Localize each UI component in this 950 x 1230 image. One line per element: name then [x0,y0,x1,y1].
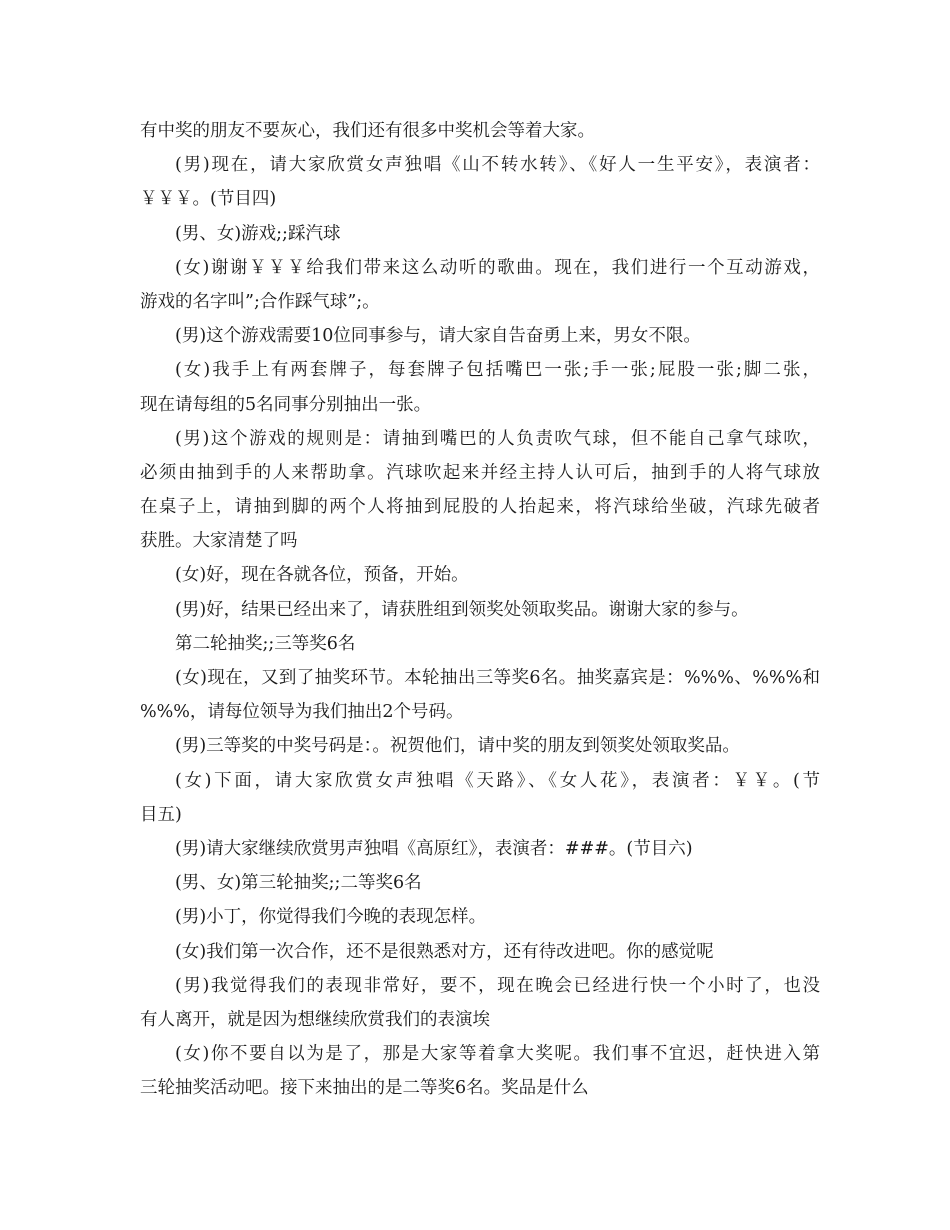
text-line: (男)好，结果已经出来了，请获胜组到领奖处领取奖品。谢谢大家的参与。 [175,599,749,620]
text-line: (男)我觉得我们的表现非常好，要不，现在晚会已经进行快一个小时了，也没 [175,975,820,996]
text-line: ￥￥￥。(节目四) [140,189,277,210]
text-line: (男)小丁，你觉得我们今晚的表现怎样。 [175,907,487,928]
text-line: 三轮抽奖活动吧。接下来抽出的是二等奖6名。奖品是什么 [140,1078,589,1099]
document-body [140,114,820,1105]
text-line: (女)我手上有两套牌子，每套牌子包括嘴巴一张;手一张;屁股一张;脚二张， [175,360,820,381]
text-line: 游戏的名字叫”;合作踩气球”;。 [140,291,380,312]
text-line: (男)这个游戏的规则是：请抽到嘴巴的人负责吹气球，但不能自己拿气球吹， [175,428,820,449]
text-line: (女)我们第一次合作，还不是很熟悉对方，还有待改进吧。你的感觉呢 [175,941,714,962]
text-line: 现在请每组的5名同事分别抽出一张。 [140,394,432,415]
text-line: (女)谢谢￥￥￥给我们带来这么动听的歌曲。现在，我们进行一个互动游戏， [175,257,820,278]
text-line: %%%，请每位领导为我们抽出2个号码。 [140,702,464,723]
text-line: 有人离开，就是因为想继续欣赏我们的表演埃 [140,1009,490,1030]
text-line: (女)下面，请大家欣赏女声独唱《天路》、《女人花》，表演者：￥￥。(节 [175,770,820,791]
text-line: (男)三等奖的中奖号码是：。祝贺他们，请中奖的朋友到领奖处领取奖品。 [175,736,740,757]
text-line: (男、女)游戏;;踩汽球 [175,223,341,244]
text-line: 第二轮抽奖;;三等奖6名 [175,633,356,654]
text-line: (女)现在，又到了抽奖环节。本轮抽出三等奖6名。抽奖嘉宾是：%%%、%%%和 [175,668,820,688]
text-line: (男)这个游戏需要10位同事参与，请大家自告奋勇上来，男女不限。 [175,326,701,347]
text-line: (女)好，现在各就各位，预备，开始。 [175,565,469,586]
text-line: 有中奖的朋友不要灰心，我们还有很多中奖机会等着大家。 [140,121,595,141]
text-line: 目五) [140,804,182,825]
text-line: 必须由抽到手的人来帮助拿。汽球吹起来并经主持人认可后，抽到手的人将气球放 [140,462,820,483]
text-line: 在桌子上，请抽到脚的两个人将抽到屁股的人抬起来，将汽球给坐破，汽球先破者 [140,497,820,518]
text-line: 获胜。大家清楚了吗 [140,531,298,552]
text-line: (女)你不要自以为是了，那是大家等着拿大奖呢。我们事不宜迟，赶快进入第 [175,1044,820,1065]
text-line: (男)请大家继续欣赏男声独唱《高原红》，表演者：###。(节目六) [175,838,693,859]
text-line: (男、女)第三轮抽奖;;二等奖6名 [175,873,422,894]
text-line: (男)现在，请大家欣赏女声独唱《山不转水转》、《好人一生平安》，表演者： [175,155,820,176]
